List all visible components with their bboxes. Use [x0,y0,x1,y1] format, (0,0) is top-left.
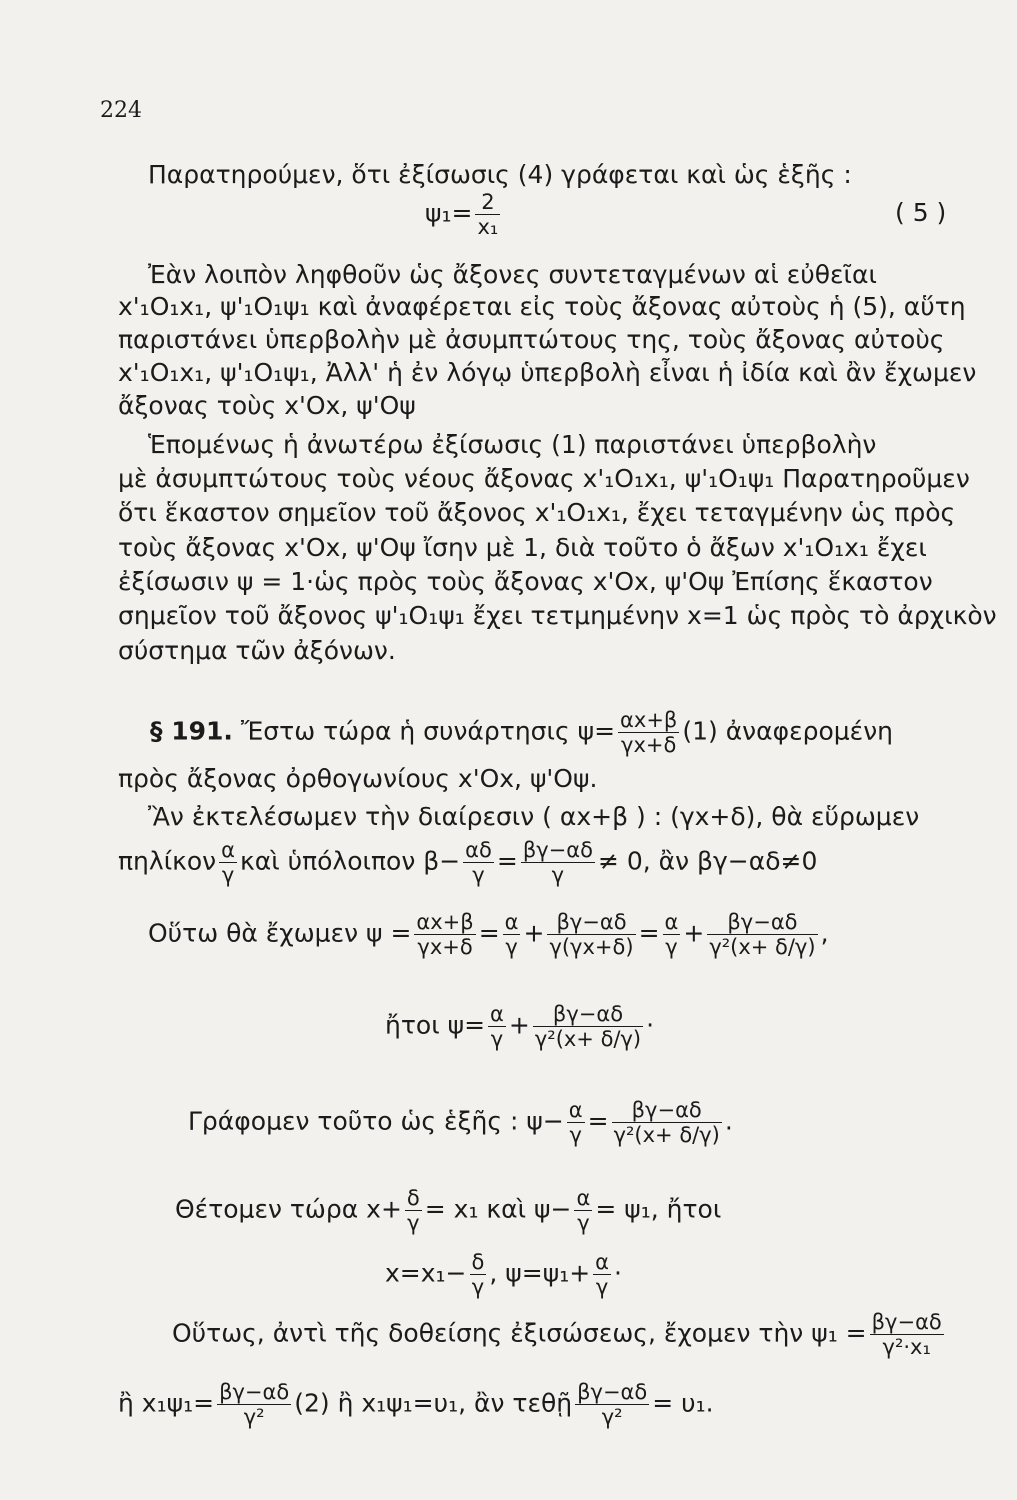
numerator: α [490,1002,504,1026]
numerator: βγ−αδ [707,910,817,935]
equation-text: ἤτοι ψ= [385,1010,486,1040]
denominator: γ [505,935,518,960]
eq5-numerator: 2 [475,190,500,215]
para2-line: τοὺς ἄξονας x'Ox, ψ'Oψ ἴσην μὲ 1, διὰ τοῦτο ὁ ἄξων x'₁O₁x₁ ἔχει [118,533,927,562]
section-text-tail: (1) ἀναφερομένη [682,716,894,746]
para2-line: σημεῖον τοῦ ἄξονος ψ'₁O₁ψ₁ ἔχει τετμημένην x=1 ὡς πρὸς τὸ ἀρχικὸν [118,601,997,630]
denominator: γ [595,1275,609,1300]
denominator: γ²·x₁ [882,1335,931,1360]
numerator: δ [471,1250,485,1274]
fraction [663,910,681,959]
para2-line: μὲ ἀσυμπτώτους τοὺς νέους ἄξονας x'₁O₁x₁, ψ'₁O₁ψ₁ Παρατηροῦμεν [118,464,970,493]
denominator: γ²(x+ δ/γ) [534,1027,642,1052]
plus-sign: + [508,1010,530,1040]
fraction [414,910,475,959]
denominator: γ [471,1275,485,1300]
para1-line: παριστάνει ὑπερβολὴν μὲ ἀσυμπτώτους της, τοὺς ἄξονας αὐτοὺς [118,325,945,354]
equals-sign: = [587,1106,609,1136]
denominator: γ [569,1123,582,1148]
equation-line-1 [148,910,829,959]
fraction [574,1186,592,1235]
equation-text: Γράφομεν τοῦτο ὡς ἑξῆς : ψ− [188,1106,564,1136]
denominator: γ²(x+ δ/γ) [709,935,816,960]
fraction [870,1310,944,1359]
equation-text: Θέτομεν τώρα x+ [175,1194,402,1224]
numerator: α [664,910,679,934]
equals-sign: = [478,918,500,948]
eq5-fraction [475,190,500,239]
denominator: γ [221,863,235,888]
denominator: γ²(x+ δ/γ) [613,1123,720,1148]
fraction [707,910,817,959]
function-fraction [618,708,679,757]
fraction [463,838,494,887]
quotient-line [118,838,817,887]
section-number: § 191. [150,716,233,746]
equation-line-7 [118,1380,714,1429]
para1-line: x'₁O₁x₁, ψ'₁O₁ψ₁ καὶ ἀναφέρεται εἰς τοὺς ἄξονας αὐτοὺς ἡ (5), αὕτη [118,292,966,321]
fraction [488,1002,506,1051]
comma: , [820,918,829,948]
numerator: βγ−αδ [547,910,635,935]
fraction [405,1186,422,1235]
equation-text: ἢ x₁ψ₁= [118,1388,215,1418]
plus-sign: + [683,918,705,948]
equation-text: x=x₁− [385,1258,467,1288]
fraction [521,838,595,887]
denominator: γ [472,863,485,888]
fraction-numerator: αx+β [620,708,678,732]
condition-text: ≠ 0, ἂν βγ−αδ≠0 [597,846,818,876]
denominator: γ² [243,1405,265,1430]
numerator: βγ−αδ [871,1310,942,1334]
para1-line: Ἐὰν λοιπὸν ληφθοῦν ὡς ἄξονες συντεταγμένων αἱ εὐθεῖαι [148,260,877,289]
numerator: α [568,1098,583,1122]
equation-line-5 [385,1250,622,1299]
para2-line: ἐξίσωσιν ψ = 1·ὡς πρὸς τοὺς ἄξονας x'Ox, ψ'Oψ Ἐπίσης ἕκαστον [118,567,933,596]
equation-text: Οὕτως, ἀντὶ τῆς δοθείσης ἐξισώσεως, ἔχομεν τὴν ψ₁ = [172,1318,867,1348]
eq5-lhs: ψ₁= [425,198,473,228]
fraction [575,1380,649,1429]
equation-text: = υ₁. [652,1388,714,1418]
fraction [503,910,521,959]
equation-line-4 [175,1186,721,1235]
numerator: α [595,1250,610,1274]
denominator: γ [490,1027,504,1052]
numerator: αδ [465,838,492,862]
equation-line-2 [385,1002,654,1051]
equation-text: = x₁ καὶ ψ− [424,1194,572,1224]
para1-line: x'₁O₁x₁, ψ'₁O₁ψ₁, Ἀλλ' ἡ ἐν λόγῳ ὑπερβολὴ εἶναι ἡ ἰδία καὶ ἂν ἔχωμεν [118,358,977,387]
section-191-line1 [150,708,893,757]
numerator: βγ−αδ [533,1002,643,1027]
fraction [567,1098,585,1147]
fraction [612,1098,722,1147]
equals-sign: = [496,846,518,876]
fraction [593,1250,611,1299]
dot: · [646,1010,655,1040]
fraction-denominator: γx+δ [621,733,677,758]
numerator: α [504,910,519,934]
numerator: αx+β [416,910,474,934]
fraction [217,1380,291,1429]
denominator: γ² [601,1405,623,1430]
numerator: α [576,1186,591,1210]
quotient-label: πηλίκον [118,846,217,876]
para1-line: ἄξονας τοὺς x'Ox, ψ'Oψ [118,391,416,420]
fraction [533,1002,643,1051]
dot: · [614,1258,622,1288]
denominator: γ(γx+δ) [549,935,634,960]
para2-line: ὅτι ἕκαστον σημεῖον τοῦ ἄξονος x'₁O₁x₁, ἔχει τεταγμένην ὡς πρὸς [118,498,956,527]
dot: . [724,1106,733,1136]
fraction [547,910,635,959]
equation-text: , ψ=ψ₁+ [489,1258,591,1288]
equation-5 [425,190,503,239]
plus-sign: + [523,918,545,948]
fraction [219,838,237,887]
denominator: γx+δ [417,935,473,960]
para2-line: σύστημα τῶν ἀξόνων. [118,636,396,665]
denominator: γ [577,1211,590,1236]
equation-line-3 [188,1098,733,1147]
numerator: βγ−αδ [612,1098,722,1123]
numerator: δ [406,1186,420,1210]
section-text: Ἔστω τώρα ἡ συνάρτησις ψ= [240,716,616,746]
numerator: βγ−αδ [522,838,593,862]
eq5-denominator: x₁ [477,215,499,240]
denominator: γ [665,935,678,960]
numerator: βγ−αδ [577,1380,648,1404]
denominator: γ [551,863,565,888]
numerator: α [221,838,235,862]
para2-line: Ἑπομένως ἡ ἀνωτέρω ἐξίσωσις (1) παριστάνει ὑπερβολὴν [148,430,877,459]
denominator: γ [407,1211,420,1236]
remainder-label: καὶ ὑπόλοιπον β− [240,846,461,876]
section-191-line2: πρὸς ἄξονας ὀρθογωνίους x'Ox, ψ'Oψ. [118,764,598,793]
equation-text: Οὕτω θὰ ἔχωμεν ψ = [148,918,412,948]
intro-line: Παρατηρούμεν, ὅτι ἐξίσωσις (4) γράφεται καὶ ὡς ἑξῆς : [148,160,852,189]
equation-text: = ψ₁, ἤτοι [595,1194,722,1224]
page-number: 224 [100,98,142,123]
equation-text: (2) ἢ x₁ψ₁=υ₁, ἂν τεθῇ [294,1388,573,1418]
section-191-line3: Ἂν ἐκτελέσωμεν τὴν διαίρεσιν ( αx+β ) : (γx+δ), θὰ εὕρωμεν [148,802,920,831]
numerator: βγ−αδ [219,1380,290,1404]
equation-line-6 [172,1310,947,1359]
equals-sign: = [638,918,660,948]
eq5-label: ( 5 ) [895,198,947,227]
fraction [470,1250,487,1299]
